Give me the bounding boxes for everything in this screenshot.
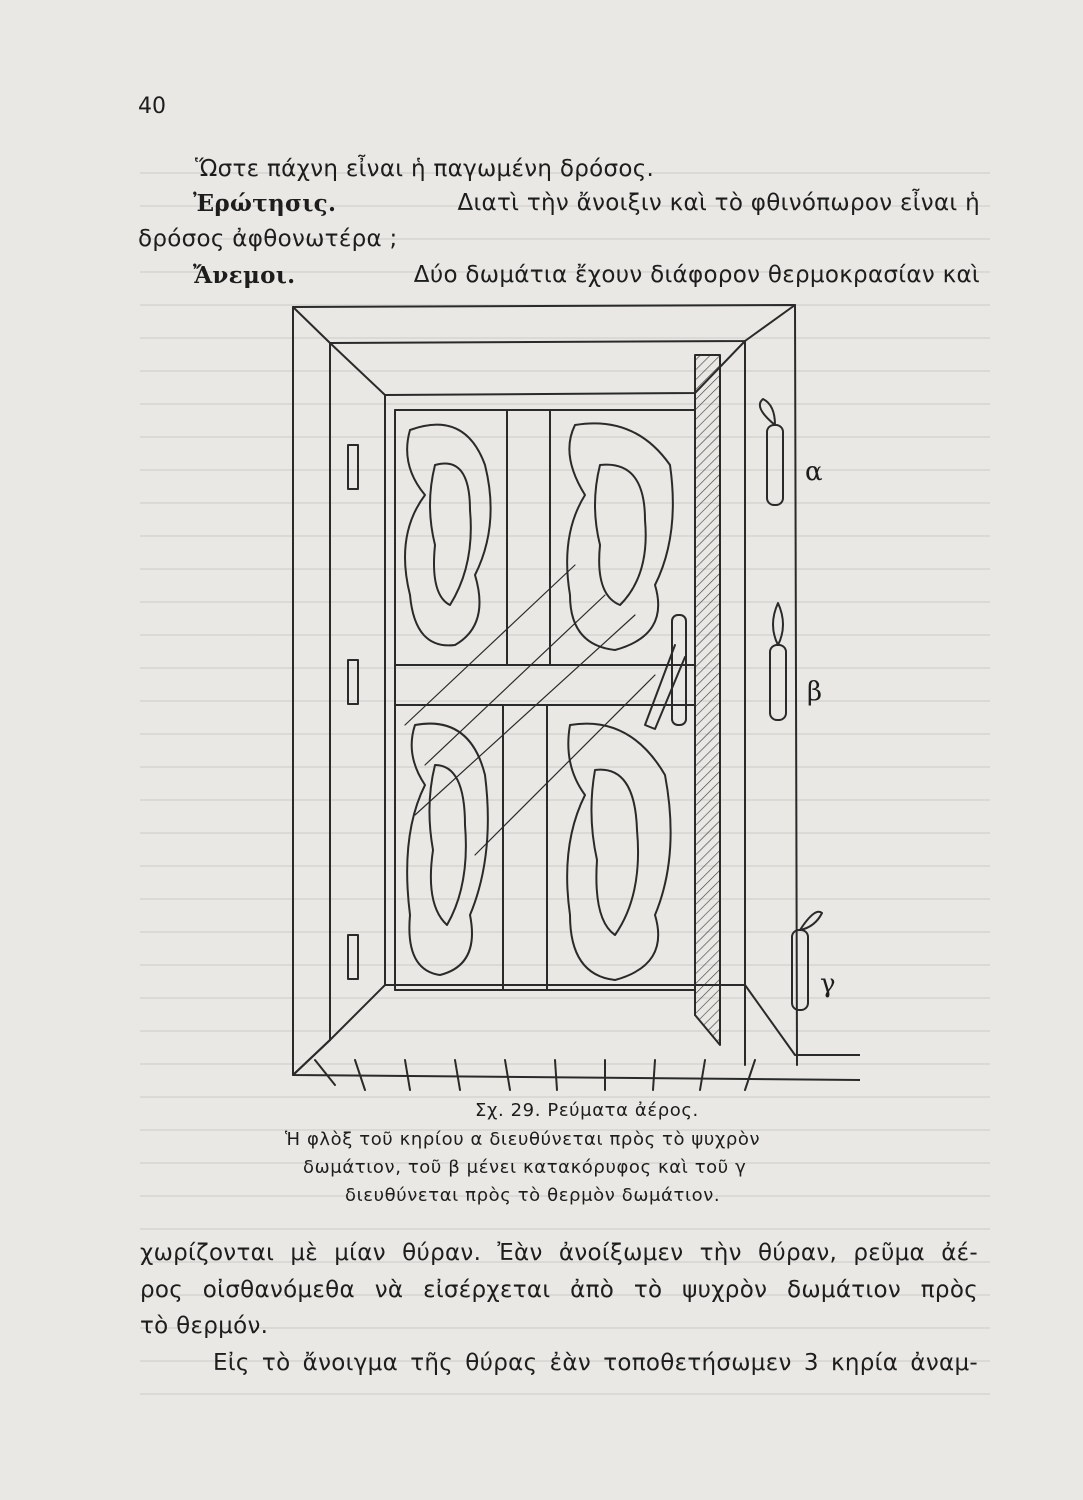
question-heading: Ἐρώτησις. bbox=[193, 190, 337, 217]
outer-frame bbox=[293, 305, 797, 1075]
candle-b bbox=[770, 603, 786, 720]
body-line-3: τὸ θερμόν. bbox=[140, 1313, 269, 1339]
section-text: Δύο δωμάτια ἔχουν διάφορον θερμοκρασίαν καὶ bbox=[413, 262, 980, 288]
text-line-3: δρόσος ἀφθονωτέρα ; bbox=[138, 226, 398, 252]
door-handle bbox=[645, 645, 685, 729]
door-panel bbox=[395, 410, 695, 990]
text-line-4 bbox=[193, 262, 980, 289]
body-line-2: ρος οἰσθανόμεθα νὰ εἰσέρχεται ἀπὸ τὸ ψυχρὸν δωμάτιον πρὸς bbox=[140, 1277, 978, 1303]
candle-a bbox=[760, 399, 783, 505]
page-number: 40 bbox=[138, 94, 166, 119]
figure-caption-line-2: δωμάτιον, τοῦ β μένει κατακόρυφος καὶ τοῦ γ bbox=[303, 1157, 747, 1178]
figure-caption-line-3: διευθύνεται πρὸς τὸ θερμὸν δωμάτιον. bbox=[345, 1185, 721, 1206]
text-line-2 bbox=[193, 190, 980, 217]
question-text: Διατὶ τὴν ἄνοιξιν καὶ τὸ φθινόπωρον εἶναι ἡ bbox=[457, 190, 980, 216]
door-candles-illustration bbox=[275, 295, 860, 1095]
figure-caption-line-1: Ἡ φλὸξ τοῦ κηρίου α διευθύνεται πρὸς τὸ ψυχρὸν bbox=[285, 1129, 761, 1150]
body-line-1: χωρίζονται μὲ μίαν θύραν. Ἐὰν ἀνοίξωμεν τὴν θύραν, ρεῦμα ἀέ- bbox=[140, 1240, 978, 1266]
text-line-1: Ὥστε πάχνη εἶναι ἡ παγωμένη δρόσος. bbox=[195, 156, 655, 182]
label-gamma: γ bbox=[820, 969, 836, 999]
label-alpha: α bbox=[805, 457, 823, 487]
section-heading-winds: Ἄνεμοι. bbox=[193, 262, 296, 289]
figure-caption-title: Σχ. 29. Ρεύματα ἀέρος. bbox=[475, 1100, 699, 1121]
body-line-4: Εἰς τὸ ἄνοιγμα τῆς θύρας ἐὰν τοποθετήσωμεν 3 κηρία ἀναμ- bbox=[213, 1350, 978, 1376]
label-beta: β bbox=[807, 677, 823, 707]
